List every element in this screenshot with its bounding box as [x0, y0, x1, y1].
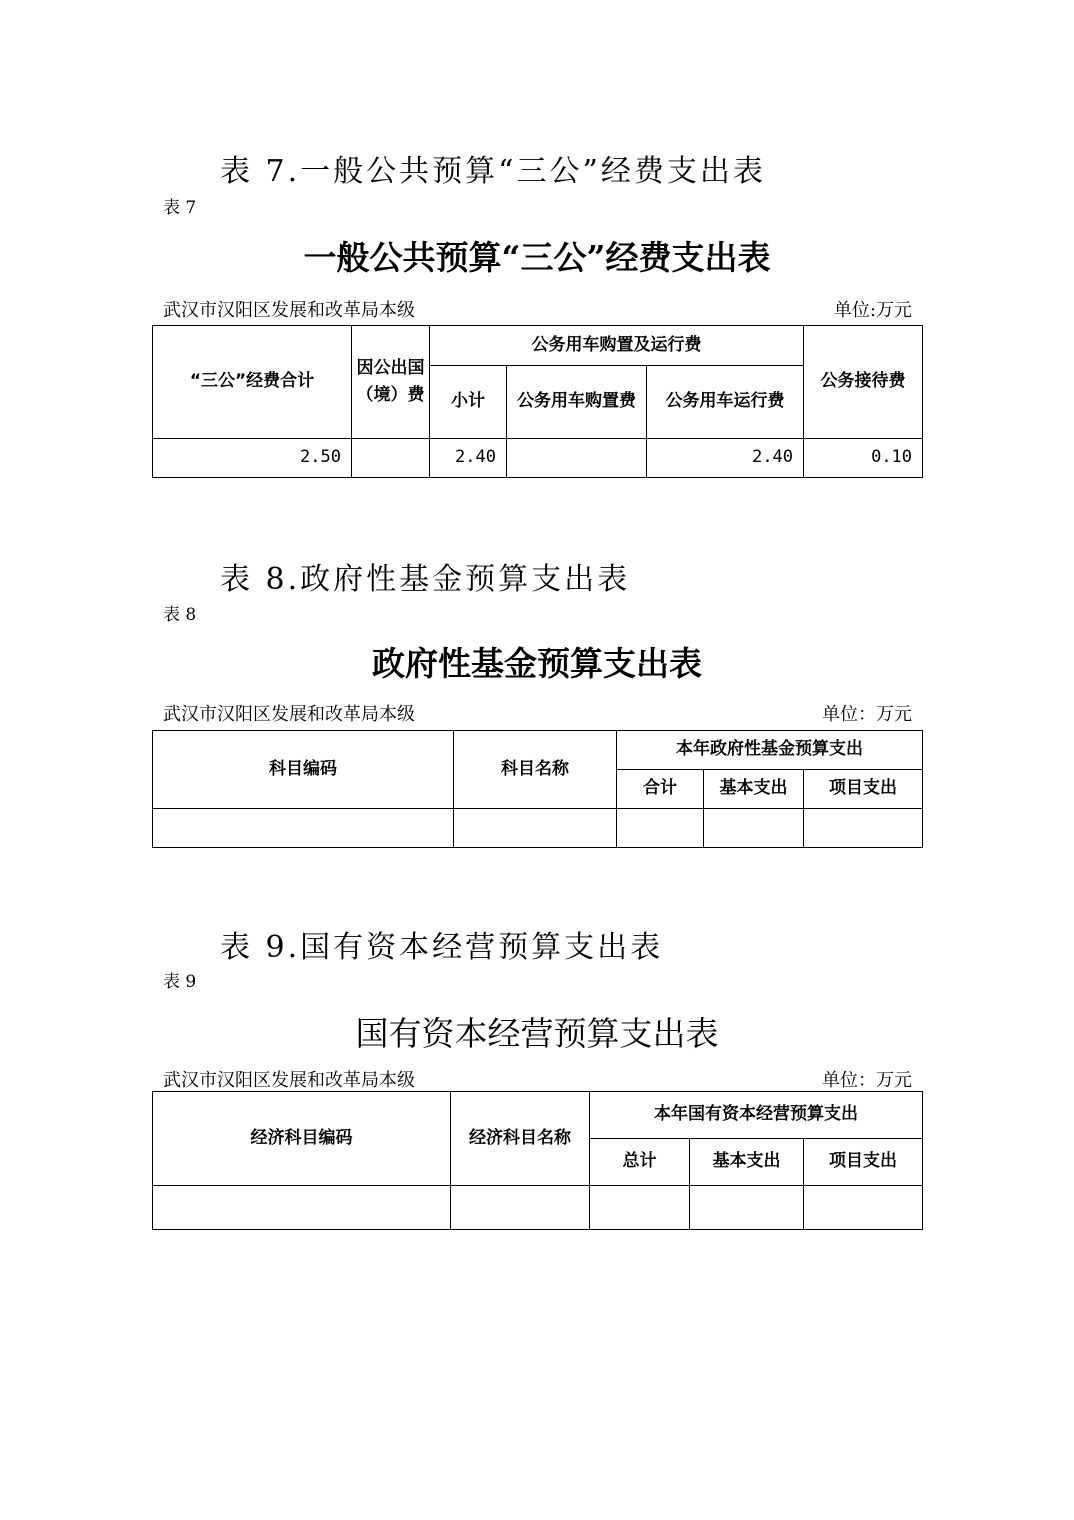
- table-cell: [590, 1186, 690, 1230]
- header-subject-name: 科目名称: [454, 731, 617, 809]
- table7-heading: 表 7.一般公共预算“三公”经费支出表: [220, 154, 766, 189]
- table7-tag: 表 7: [163, 198, 197, 218]
- table9-org: 武汉市汉阳区发展和改革局本级: [163, 1070, 415, 1091]
- header-project: 项目支出: [804, 1139, 923, 1186]
- table7-title: 一般公共预算“三公”经费支出表: [303, 238, 771, 277]
- table-cell: [617, 809, 704, 848]
- header-abroad: 因公出国（境）费: [352, 326, 430, 439]
- table9-title: 国有资本经营预算支出表: [355, 1014, 719, 1053]
- cell-operation: 2.40: [647, 439, 804, 478]
- cell-reception: 0.10: [804, 439, 923, 478]
- cell-abroad: [352, 439, 430, 478]
- header-reception: 公务接待费: [804, 326, 923, 439]
- table9-unit: 单位：万元: [822, 1070, 912, 1091]
- cell-total: 2.50: [153, 439, 352, 478]
- table9: [152, 1091, 923, 1230]
- table8-title: 政府性基金预算支出表: [372, 644, 702, 683]
- table-cell: [804, 1186, 923, 1230]
- table9-heading: 表 9.国有资本经营预算支出表: [220, 930, 664, 965]
- table7-unit: 单位:万元: [833, 300, 912, 321]
- table9-tag: 表 9: [163, 972, 197, 992]
- header-subject-code: 科目编码: [153, 731, 454, 809]
- table-cell: [153, 1186, 451, 1230]
- table8-org: 武汉市汉阳区发展和改革局本级: [163, 704, 415, 725]
- header-sangong-total: “三公”经费合计: [153, 326, 352, 439]
- table8-unit: 单位：万元: [822, 704, 912, 725]
- header-total: 合计: [617, 770, 704, 809]
- header-project: 项目支出: [804, 770, 923, 809]
- header-econ-code: 经济科目编码: [153, 1092, 451, 1186]
- table-row: [153, 1186, 923, 1230]
- table-cell: [804, 809, 923, 848]
- header-vehicle-purchase: 公务用车购置费: [507, 366, 647, 439]
- cell-purchase: [507, 439, 647, 478]
- table-cell: [153, 809, 454, 848]
- header-vehicle-group: 公务用车购置及运行费: [430, 326, 804, 366]
- table-cell: [451, 1186, 590, 1230]
- header-vehicle-operation: 公务用车运行费: [647, 366, 804, 439]
- table-cell: [704, 809, 804, 848]
- header-basic: 基本支出: [704, 770, 804, 809]
- table7: [152, 325, 923, 478]
- header-grand-total: 总计: [590, 1139, 690, 1186]
- table-cell: [690, 1186, 804, 1230]
- table7-org: 武汉市汉阳区发展和改革局本级: [163, 300, 415, 321]
- cell-subtotal: 2.40: [430, 439, 507, 478]
- table8-heading: 表 8.政府性基金预算支出表: [220, 562, 631, 597]
- header-capital-group: 本年国有资本经营预算支出: [590, 1092, 923, 1139]
- header-econ-name: 经济科目名称: [451, 1092, 590, 1186]
- table-row: [153, 809, 923, 848]
- table-row: [153, 439, 923, 478]
- header-fund-group: 本年政府性基金预算支出: [617, 731, 923, 770]
- header-basic: 基本支出: [690, 1139, 804, 1186]
- table8-tag: 表 8: [163, 605, 197, 625]
- table8: [152, 730, 923, 848]
- table-cell: [454, 809, 617, 848]
- header-subtotal: 小计: [430, 366, 507, 439]
